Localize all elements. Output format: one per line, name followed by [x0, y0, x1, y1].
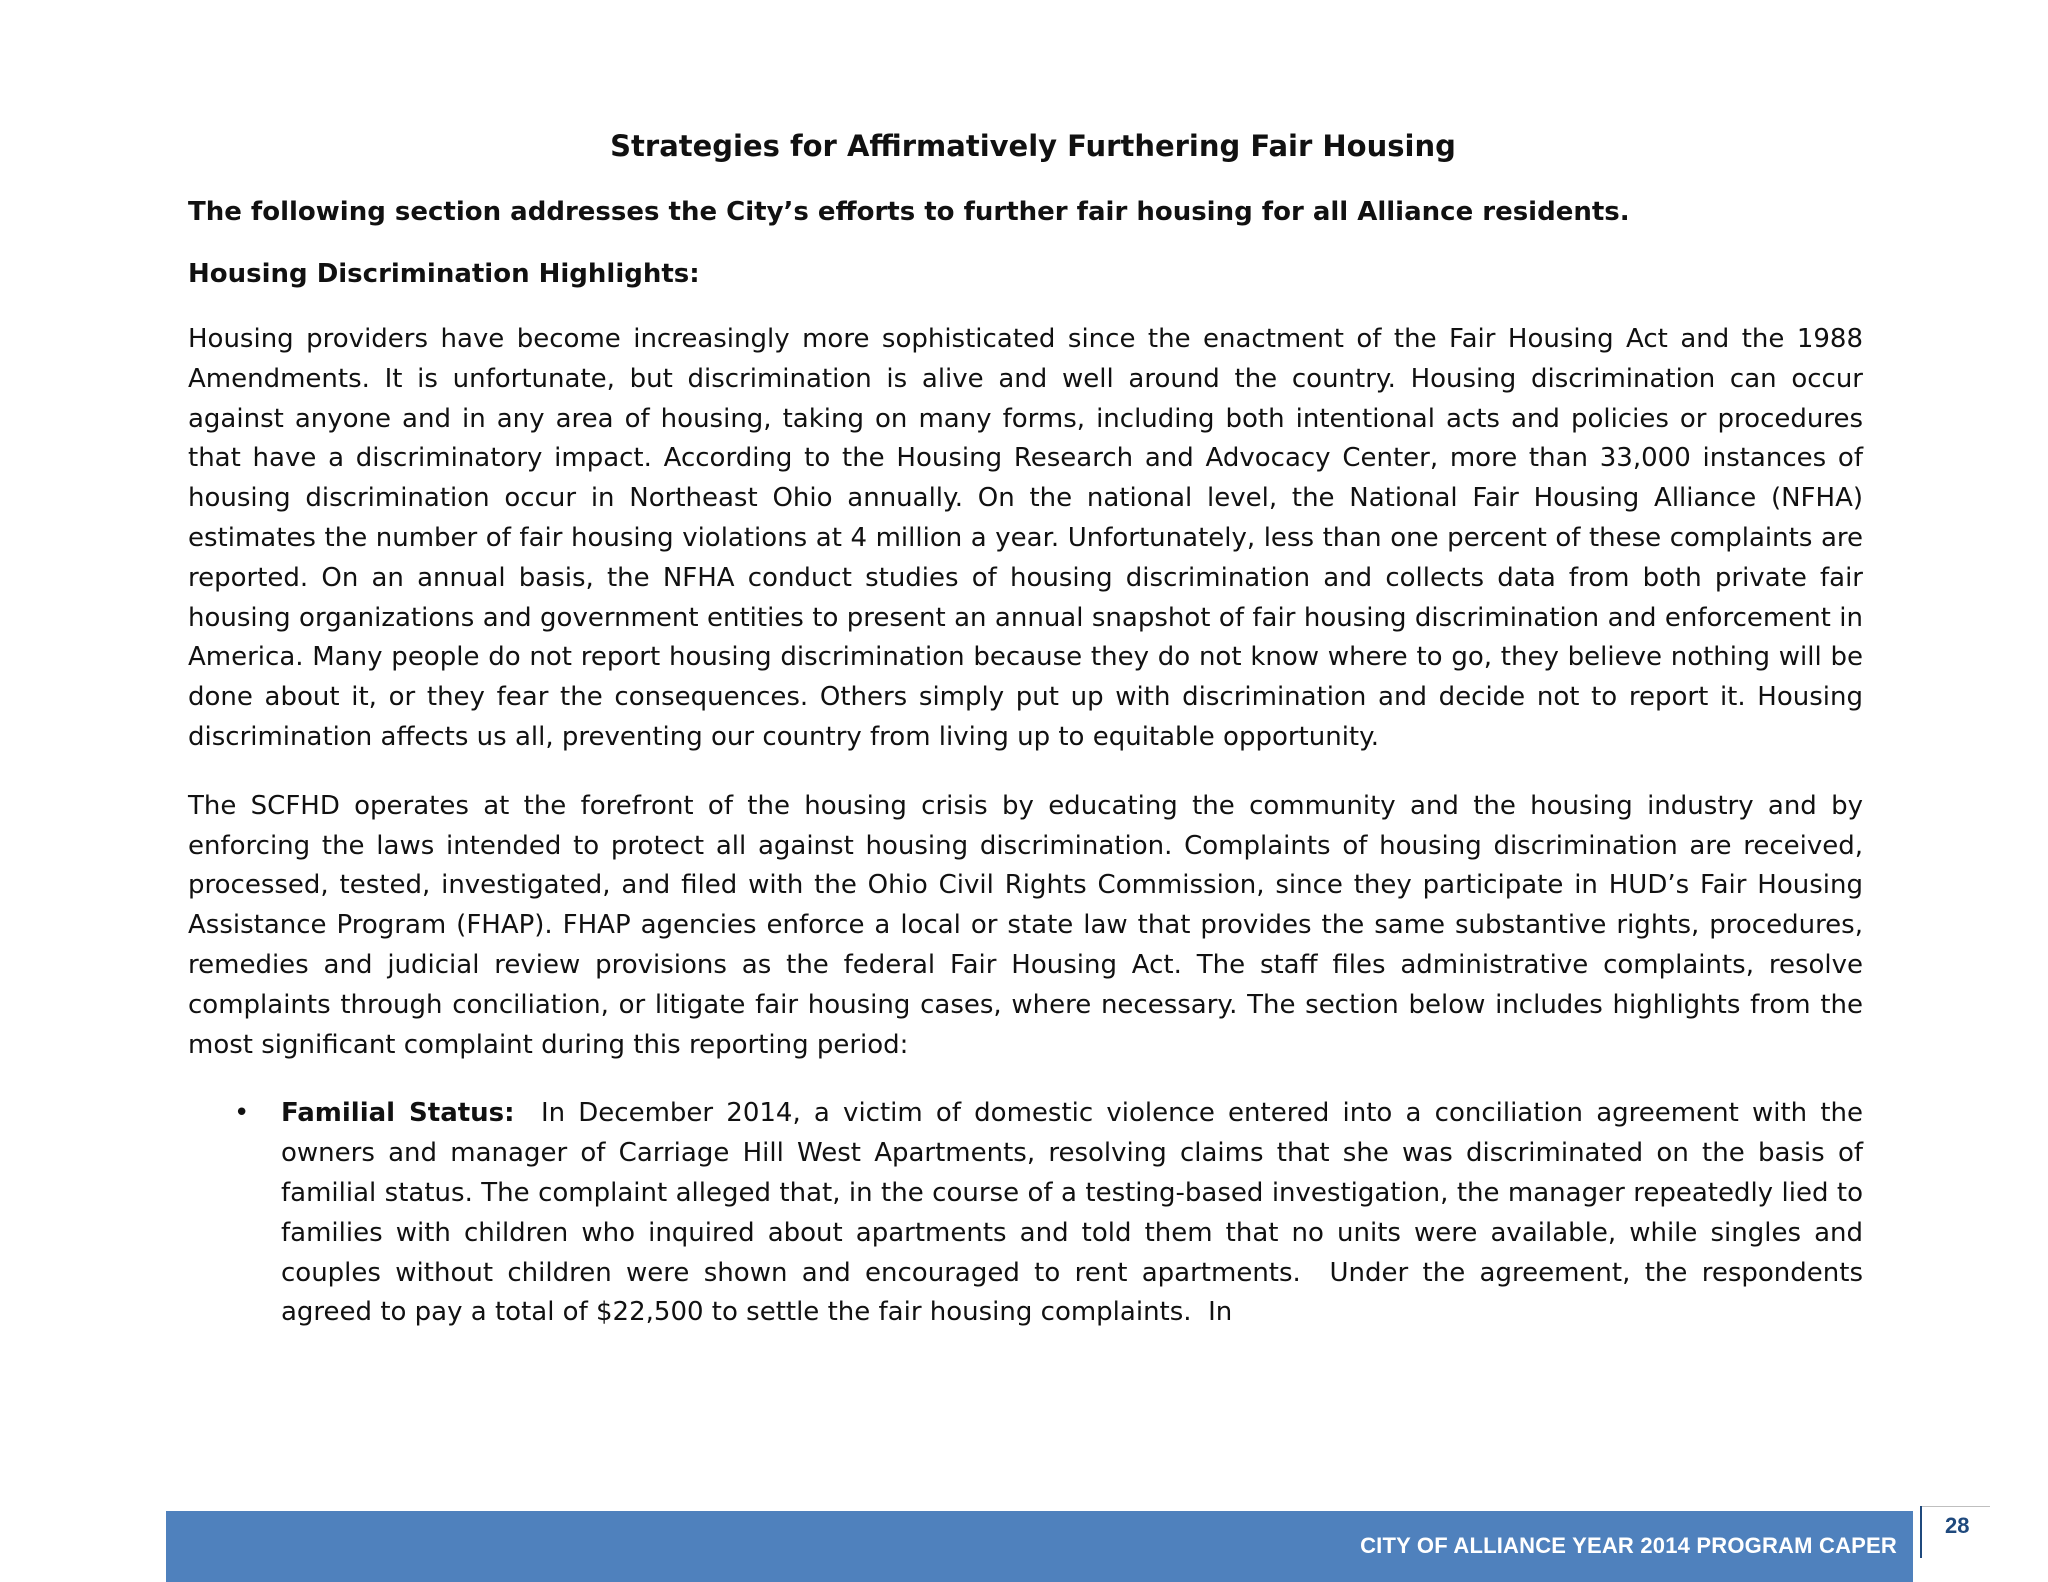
page-number-divider [1920, 1506, 1990, 1507]
bullet-text: In December 2014, a victim of domestic violence entered into a conciliation agreement with the owners and manager of Carriage Hill West Apartments, resolving claims that she was discriminated on the basis of familial status. The complaint alleged that, in the course of a testing-based investigation, the manager repeatedly lied to families with children who inquired about apartments and told them that no units were available, while singles and couples without children were shown and encouraged to rent apartments. Under the agreement, the respondents agreed to pay a total of $22,500 to settle the fair housing complaints. In [281, 1098, 1872, 1328]
bullet-icon: • [234, 1098, 250, 1129]
footer-bar [166, 1511, 1913, 1582]
page-title: Strategies for Affirmatively Furthering Fair Housing [610, 129, 1456, 163]
intro-statement: The following section addresses the City’s efforts to further fair housing for all Alliance residents. [188, 197, 1630, 227]
section-heading: Housing Discrimination Highlights: [188, 259, 700, 289]
document-body [188, 122, 1872, 1333]
list-item [188, 1094, 1872, 1333]
page-number: 28 [1945, 1513, 1970, 1538]
paragraph: The SCFHD operates at the forefront of the housing crisis by educating the community and the housing industry and by enforcing the laws intended to protect all against housing discrimination. Complaints of housing discrimination are received, processed, tested, investigated, and filed with the Ohio Civil Rights Commission, since they participate in HUD’s Fair Housing Assistance Program (FHAP). FHAP agencies enforce a local or state law that provides the same substantive rights, procedures, remedies and judicial review provisions as the federal Fair Housing Act. The staff files administrative complaints, resolve complaints through conciliation, or litigate fair housing cases, where necessary. The section below includes highlights from the most significant complaint during this reporting period: [188, 790, 1863, 1060]
page-number-rule [1920, 1506, 1922, 1558]
bullet-label: Familial Status: [281, 1098, 515, 1129]
paragraph: Housing providers have become increasingly more sophisticated since the enactment of the Fair Housing Act and the 1988 Amendments. It is unfortunate, but discrimination is alive and well around the country. Housing discrimination can occur against anyone and in any area of housing, taking on many forms, including both intentional acts and policies or procedures that have a discriminatory impact. According to the Housing Research and Advocacy Center, more than 33,000 instances of housing discrimination occur in Northeast Ohio annually. On the national level, the National Fair Housing Alliance (NFHA) estimates the number of fair housing violations at 4 million a year. Unfortunately, less than one percent of these complaints are reported. On an annual basis, the NFHA conduct studies of housing discrimination and collects data from both private fair housing organizations and government entities to present an annual snapshot of fair housing discrimination and enforcement in America. Many people do not report housing discrimination because they do not know where to go, they believe nothing will be done about it, or they fear the consequences. Others simply put up with discrimination and decide not to report it. Housing discrimination affects us all, preventing our country from living up to equitable opportunity. [188, 324, 1863, 752]
highlights-list [188, 1094, 1872, 1333]
footer-title: CITY OF ALLIANCE YEAR 2014 PROGRAM CAPER [1360, 1533, 1897, 1558]
